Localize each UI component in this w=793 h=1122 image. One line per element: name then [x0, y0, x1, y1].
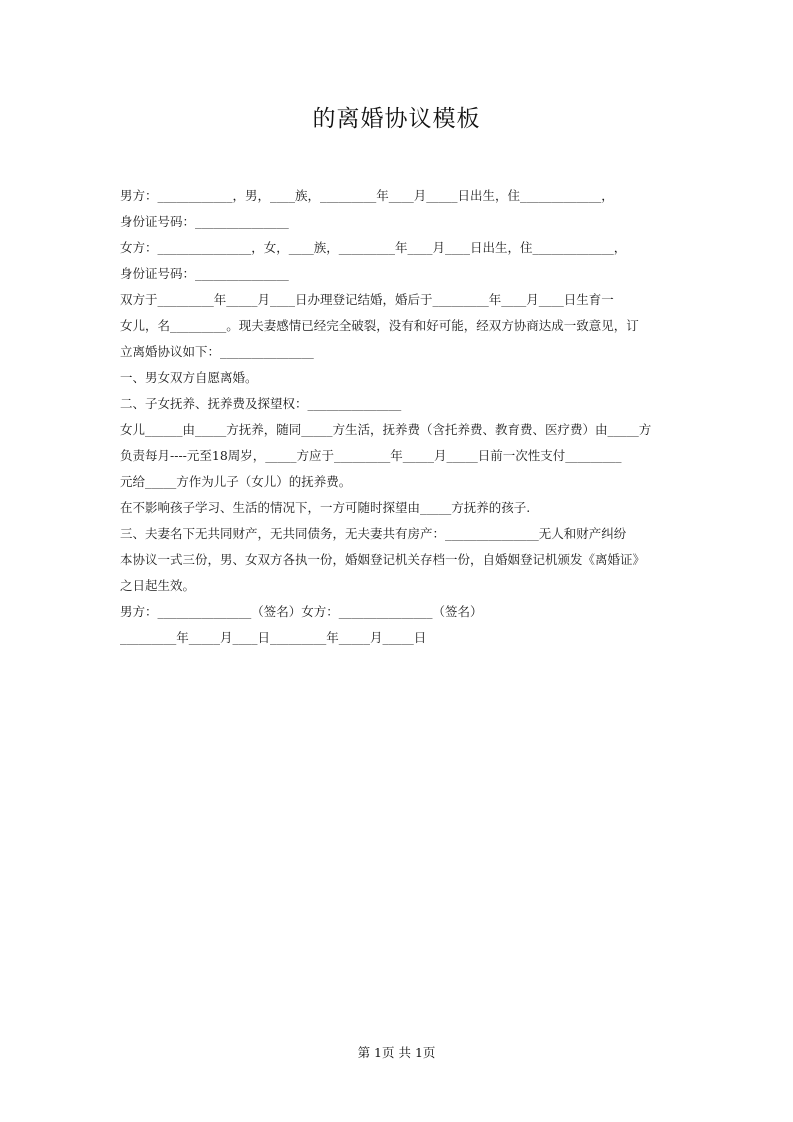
custody-line: 女儿______由_____方抚养，随同_____方生活，抚养费（含托养费、教育费、医疗费）由_____方: [120, 422, 652, 437]
support-recipient-line: 元给_____方作为儿子（女儿）的抚养费。: [120, 474, 352, 489]
clause-one: 一、男女双方自愿离婚。: [120, 370, 258, 385]
male-party-line: 男方：____________，男，____族，_________年____月_____日出生，住_____________，: [120, 188, 614, 203]
copies-line: 本协议一式三份，男、女双方各执一份，婚姻登记机关存档一份，自婚姻登记机颁发《离婚证》: [120, 552, 646, 567]
female-party-line: 女方：_______________，女，____族，_________年____月____日出生，住_____________，: [120, 240, 627, 255]
marriage-info-line: 双方于_________年_____月____日办理登记结婚，婚后于_________年____月____日生育一: [120, 292, 614, 307]
male-id-line: 身份证号码：_______________: [120, 214, 289, 229]
page-number-footer: 第 1页 共 1页: [357, 1045, 436, 1060]
document-title: 的离婚协议模板: [312, 106, 481, 132]
female-id-line: 身份证号码：_______________: [120, 266, 289, 281]
visitation-line: 在不影响孩子学习、生活的情况下，一方可随时探望由_____方抚养的孩子.: [120, 500, 531, 515]
daughter-name-line: 女儿，名_________。现夫妻感情已经完全破裂，没有和好可能，经双方协商达成一致意见，订: [120, 318, 639, 333]
clause-two-heading: 二、子女抚养、抚养费及探望权：_______________: [120, 396, 402, 411]
clause-three: 三、夫妻名下无共同财产，无共同债务，无夫妻共有房产：_______________无人和财产纠纷: [120, 526, 627, 541]
signature-line: 男方：_______________（签名）女方：_______________（签名）: [120, 604, 483, 619]
support-payment-line: 负责每月----元至18周岁，_____方应于_________年_____月_____日前一次性支付_________: [120, 448, 622, 463]
effective-line: 之日起生效。: [120, 578, 196, 593]
date-line: _________年_____月____日_________年_____月_____日: [120, 630, 427, 645]
agreement-body: [120, 183, 676, 651]
agreement-intro-line: 立离婚协议如下：_______________: [120, 344, 314, 359]
